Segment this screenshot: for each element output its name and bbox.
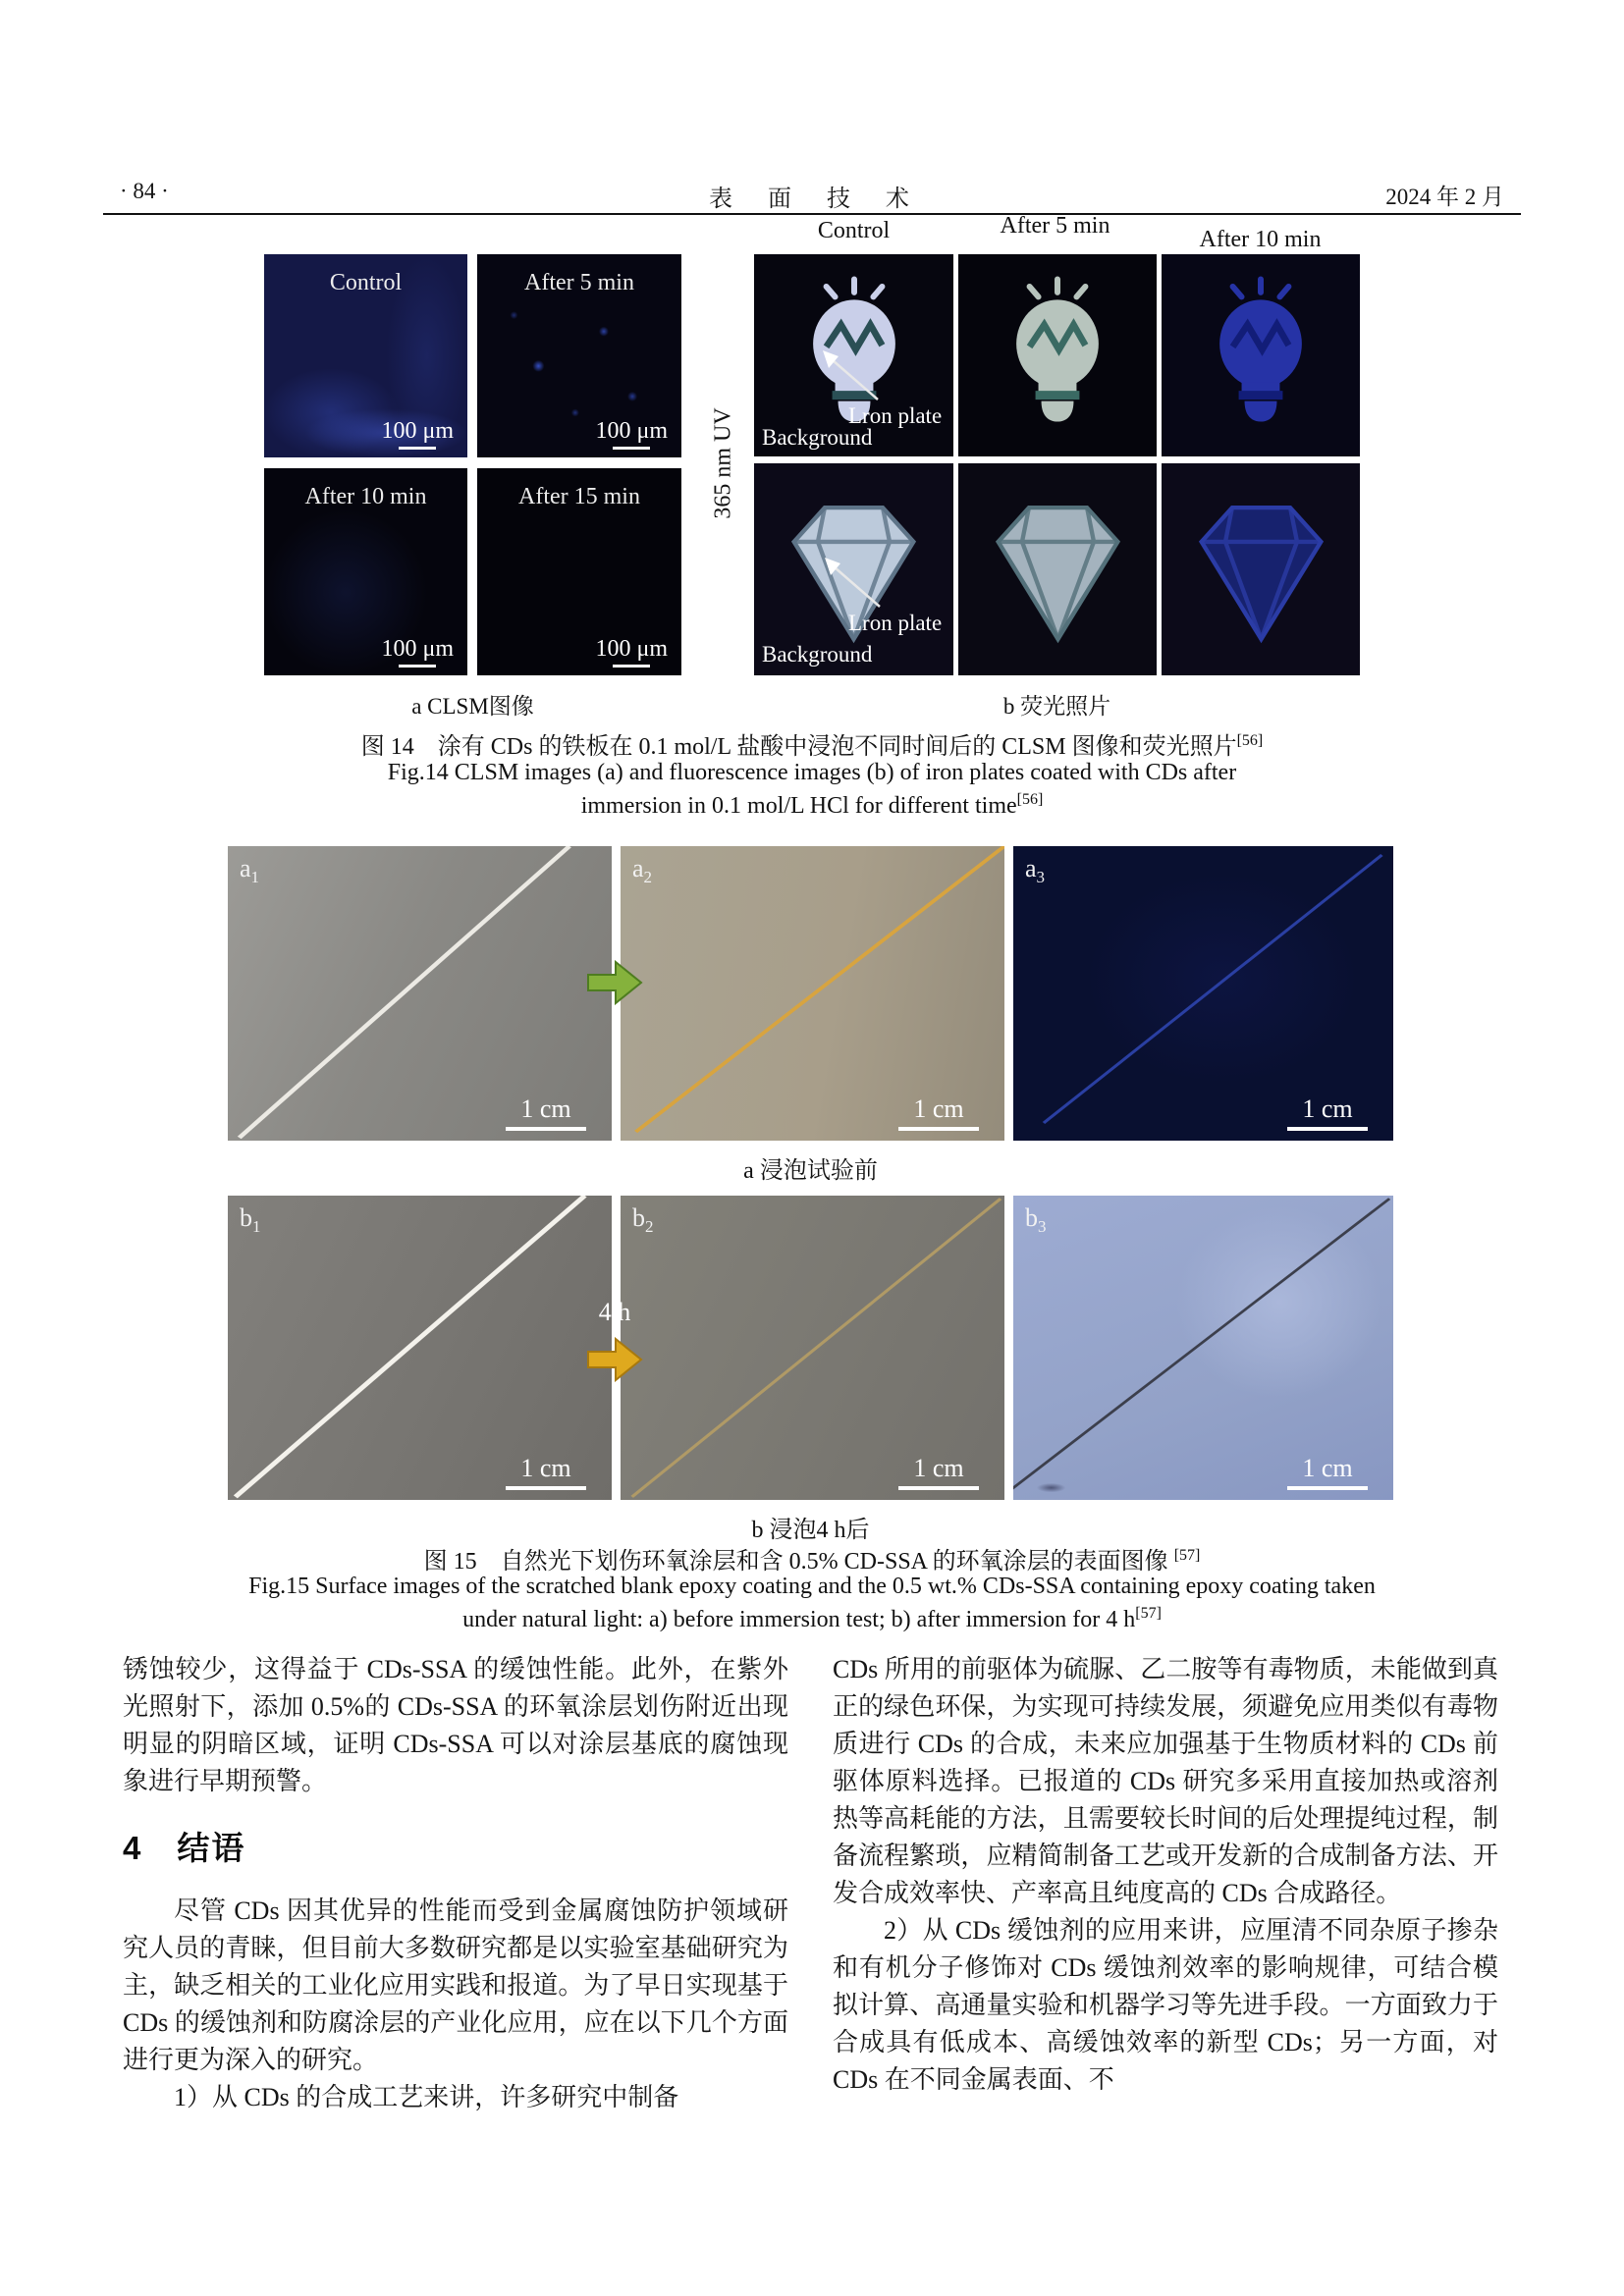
scale-bar-line: [399, 665, 436, 667]
panel-label: After 10 min: [304, 484, 427, 509]
journal-title: 表 面 技 术: [709, 187, 915, 212]
panel-index: 1: [252, 1217, 261, 1237]
fig14-fluorescence-grid: [754, 254, 1360, 675]
scale-bar-line: [506, 1486, 586, 1490]
clsm-panel-5min: [477, 254, 681, 457]
panel-index: 2: [645, 1217, 654, 1237]
scale-bar: [898, 1095, 979, 1131]
scale-text: 1 cm: [913, 1095, 964, 1124]
scale-bar: [381, 418, 454, 450]
fluo-diamond-10min: [1162, 463, 1360, 675]
panel-label: [632, 1203, 654, 1237]
scale-bar: [595, 418, 668, 450]
light-bulb-icon: [984, 266, 1131, 435]
paragraph: 锈蚀较少，这得益于 CDs-SSA 的缓蚀性能。此外，在紫外光照射下，添加 0.5%的 CDs-SSA 的环氧涂层划伤附近出现明显的阴暗区域，证明 CDs-SSA 可以对涂层基底的腐蚀现象进行早期预警。: [123, 1655, 788, 1795]
fig15-row-b: [228, 1196, 1393, 1500]
fig14-clsm-grid: [264, 254, 681, 675]
scale-bar-line: [898, 1486, 979, 1490]
fig15-row-a: [228, 846, 1393, 1141]
paragraph: 尽管 CDs 因其优异的性能而受到金属腐蚀防护领域研究人员的青睐，但目前大多数研究都是以实验室基础研究为主，缺乏相关的工业化应用实践和报道。为了早日实现基于 CDs 的缓蚀剂和防腐涂层的产业化应用，应在以下几个方面进行更为深入的研究。: [123, 1896, 788, 2074]
header-rule: [103, 213, 1521, 215]
panel-label: [240, 854, 259, 887]
scale-text: 100 μm: [595, 417, 668, 444]
paragraph: 1）从 CDs 的合成工艺来讲，许多研究中制备: [174, 2083, 679, 2111]
panel-label: [240, 1203, 261, 1237]
scale-text: 100 μm: [595, 635, 668, 662]
panel-label: [632, 854, 652, 887]
scale-bar: [506, 1095, 586, 1131]
fig14-caption-en2-text: immersion in 0.1 mol/L HCl for different time: [580, 793, 1017, 819]
panel-letter: a: [632, 854, 644, 882]
panel-label: After 5 min: [524, 270, 634, 295]
fluo-col-label-10min: After 10 min: [1199, 227, 1322, 252]
scale-text: 100 μm: [381, 417, 454, 444]
clsm-panel-15min: [477, 468, 681, 675]
scale-bar-line: [613, 665, 650, 667]
fig14-caption-en-line2: [0, 791, 1624, 820]
fig15b-subcaption: b 浸泡4 h后: [751, 1518, 870, 1543]
background-label: Background: [762, 642, 873, 667]
scale-bar: [1287, 1455, 1368, 1490]
diamond-icon: [1175, 489, 1347, 646]
fig14a-subcaption: a CLSM图像: [411, 694, 534, 719]
fig14-caption-cn-text: 图 14 涂有 CDs 的铁板在 0.1 mol/L 盐酸中浸泡不同时间后的 CLSM 图像和荧光照片: [360, 734, 1237, 760]
scale-text: 1 cm: [520, 1454, 571, 1483]
panel-letter: b: [632, 1203, 645, 1232]
fig15-caption-en-line2: [0, 1605, 1624, 1633]
panel-label: Control: [329, 270, 403, 295]
scale-bar-line: [613, 447, 650, 450]
background-label: Background: [762, 425, 873, 450]
panel-b2: [621, 1196, 1004, 1500]
scale-bar-line: [399, 447, 436, 450]
scale-text: 1 cm: [913, 1454, 964, 1483]
fig14-ref: [56]: [1016, 791, 1044, 808]
panel-b1: [228, 1196, 612, 1500]
scale-bar: [506, 1455, 586, 1490]
panel-label: [1025, 854, 1045, 887]
panel-letter: b: [1025, 1203, 1038, 1232]
scale-text: 1 cm: [520, 1095, 571, 1124]
panel-letter: a: [240, 854, 251, 882]
fig14-caption-en-line1: Fig.14 CLSM images (a) and fluorescence images (b) of iron plates coated with CDs after: [387, 760, 1237, 785]
fluo-diamond-5min: [958, 463, 1157, 675]
fig14b-subcaption: b 荧光照片: [1002, 694, 1111, 719]
fig15-caption-cn: [0, 1541, 1624, 1575]
scale-bar-line: [1287, 1486, 1368, 1490]
fig15-caption-cn-text: 图 15 自然光下划伤环氧涂层和含 0.5% CD-SSA 的环氧涂层的表面图像: [423, 1549, 1174, 1575]
annotation-arrow-icon: [819, 556, 884, 611]
iron-plate-label: Lron plate: [848, 611, 943, 635]
fig15-caption-en2-text: under natural light: a) before immersion test; b) after immersion for 4 h: [462, 1607, 1136, 1632]
body-column-right: [833, 1651, 1498, 2099]
fluo-diamond-control: [754, 463, 953, 675]
panel-index: 3: [1036, 868, 1046, 887]
fig15a-subcaption: a 浸泡试验前: [743, 1158, 878, 1184]
panel-a1: [228, 846, 612, 1141]
clsm-panel-control: [264, 254, 467, 457]
panel-index: 1: [250, 868, 260, 887]
light-bulb-icon: [1187, 266, 1334, 435]
panel-a3: [1013, 846, 1393, 1141]
section-heading-conclusion: 4 结语: [123, 1830, 246, 1866]
scale-text: 1 cm: [1302, 1454, 1353, 1483]
panel-a2: [621, 846, 1004, 1141]
yellow-arrow-icon: [586, 1337, 643, 1382]
paragraph: CDs 所用的前驱体为硫脲、乙二胺等有毒物质，未能做到真正的绿色环保，为实现可持续发展，须避免应用类似有毒物质进行 CDs 的合成，未来应加强基于生物质材料的 CDs 前驱体原料选择。已报道的 CDs 研究多采用直接加热或溶剂热等高耗能的方法，且需要较长时间的后处理提纯过程，制备流程繁琐，应精简制备工艺或开发新的合成制备方法、开发合成效率快、产率高且纯度高的 CDs 合成路径。: [833, 1655, 1498, 1907]
fluo-bulb-5min: [958, 254, 1157, 456]
panel-index: 3: [1038, 1217, 1047, 1237]
scale-bar-line: [898, 1127, 979, 1131]
issue-date: 2024 年 2 月: [1385, 185, 1504, 209]
fluo-bulb-control: [754, 254, 953, 456]
fig15-ref: [57]: [1173, 1547, 1201, 1564]
immersion-time-label: 4 h: [598, 1298, 631, 1326]
body-column-left: [123, 1651, 788, 2116]
green-arrow-icon: [586, 960, 643, 1005]
annotation-arrow-icon: [817, 348, 882, 403]
diamond-icon: [972, 489, 1144, 646]
fig15-ref: [57]: [1135, 1605, 1162, 1622]
scale-text: 100 μm: [381, 635, 454, 662]
panel-letter: a: [1025, 854, 1037, 882]
panel-letter: b: [240, 1203, 252, 1232]
fig14-caption-cn: [0, 726, 1624, 761]
panel-b3: [1013, 1196, 1393, 1500]
iron-plate-label: Lron plate: [848, 403, 943, 428]
paragraph: 2）从 CDs 缓蚀剂的应用来讲，应厘清不同杂原子掺杂和有机分子修饰对 CDs 缓蚀剂效率的影响规律，可结合模拟计算、高通量实验和机器学习等先进手段。一方面致力于合成具有低成本、高缓蚀效率的新型 CDs；另一方面，对 CDs 在不同金属表面、不: [833, 1916, 1498, 2094]
scale-bar-line: [506, 1127, 586, 1131]
panel-index: 2: [643, 868, 653, 887]
fig14-ref: [56]: [1236, 732, 1264, 749]
uv-wavelength-label: 365 nm UV: [710, 407, 736, 519]
page-number: · 84 ·: [120, 179, 169, 203]
fig15-caption-en-line1: Fig.15 Surface images of the scratched blank epoxy coating and the 0.5 wt.% CDs-SSA containing epoxy coating taken: [248, 1574, 1376, 1599]
clsm-panel-10min: [264, 468, 467, 675]
scale-bar-line: [1287, 1127, 1368, 1131]
scale-bar: [1287, 1095, 1368, 1131]
fluo-col-label-5min: After 5 min: [1000, 213, 1110, 239]
panel-label: After 15 min: [518, 484, 640, 509]
scale-bar: [898, 1455, 979, 1490]
panel-label: [1025, 1203, 1047, 1237]
fluo-col-label-control: Control: [817, 218, 891, 243]
scale-bar: [595, 636, 668, 667]
scale-text: 1 cm: [1302, 1095, 1353, 1124]
fluo-bulb-10min: [1162, 254, 1360, 456]
scale-bar: [381, 636, 454, 667]
